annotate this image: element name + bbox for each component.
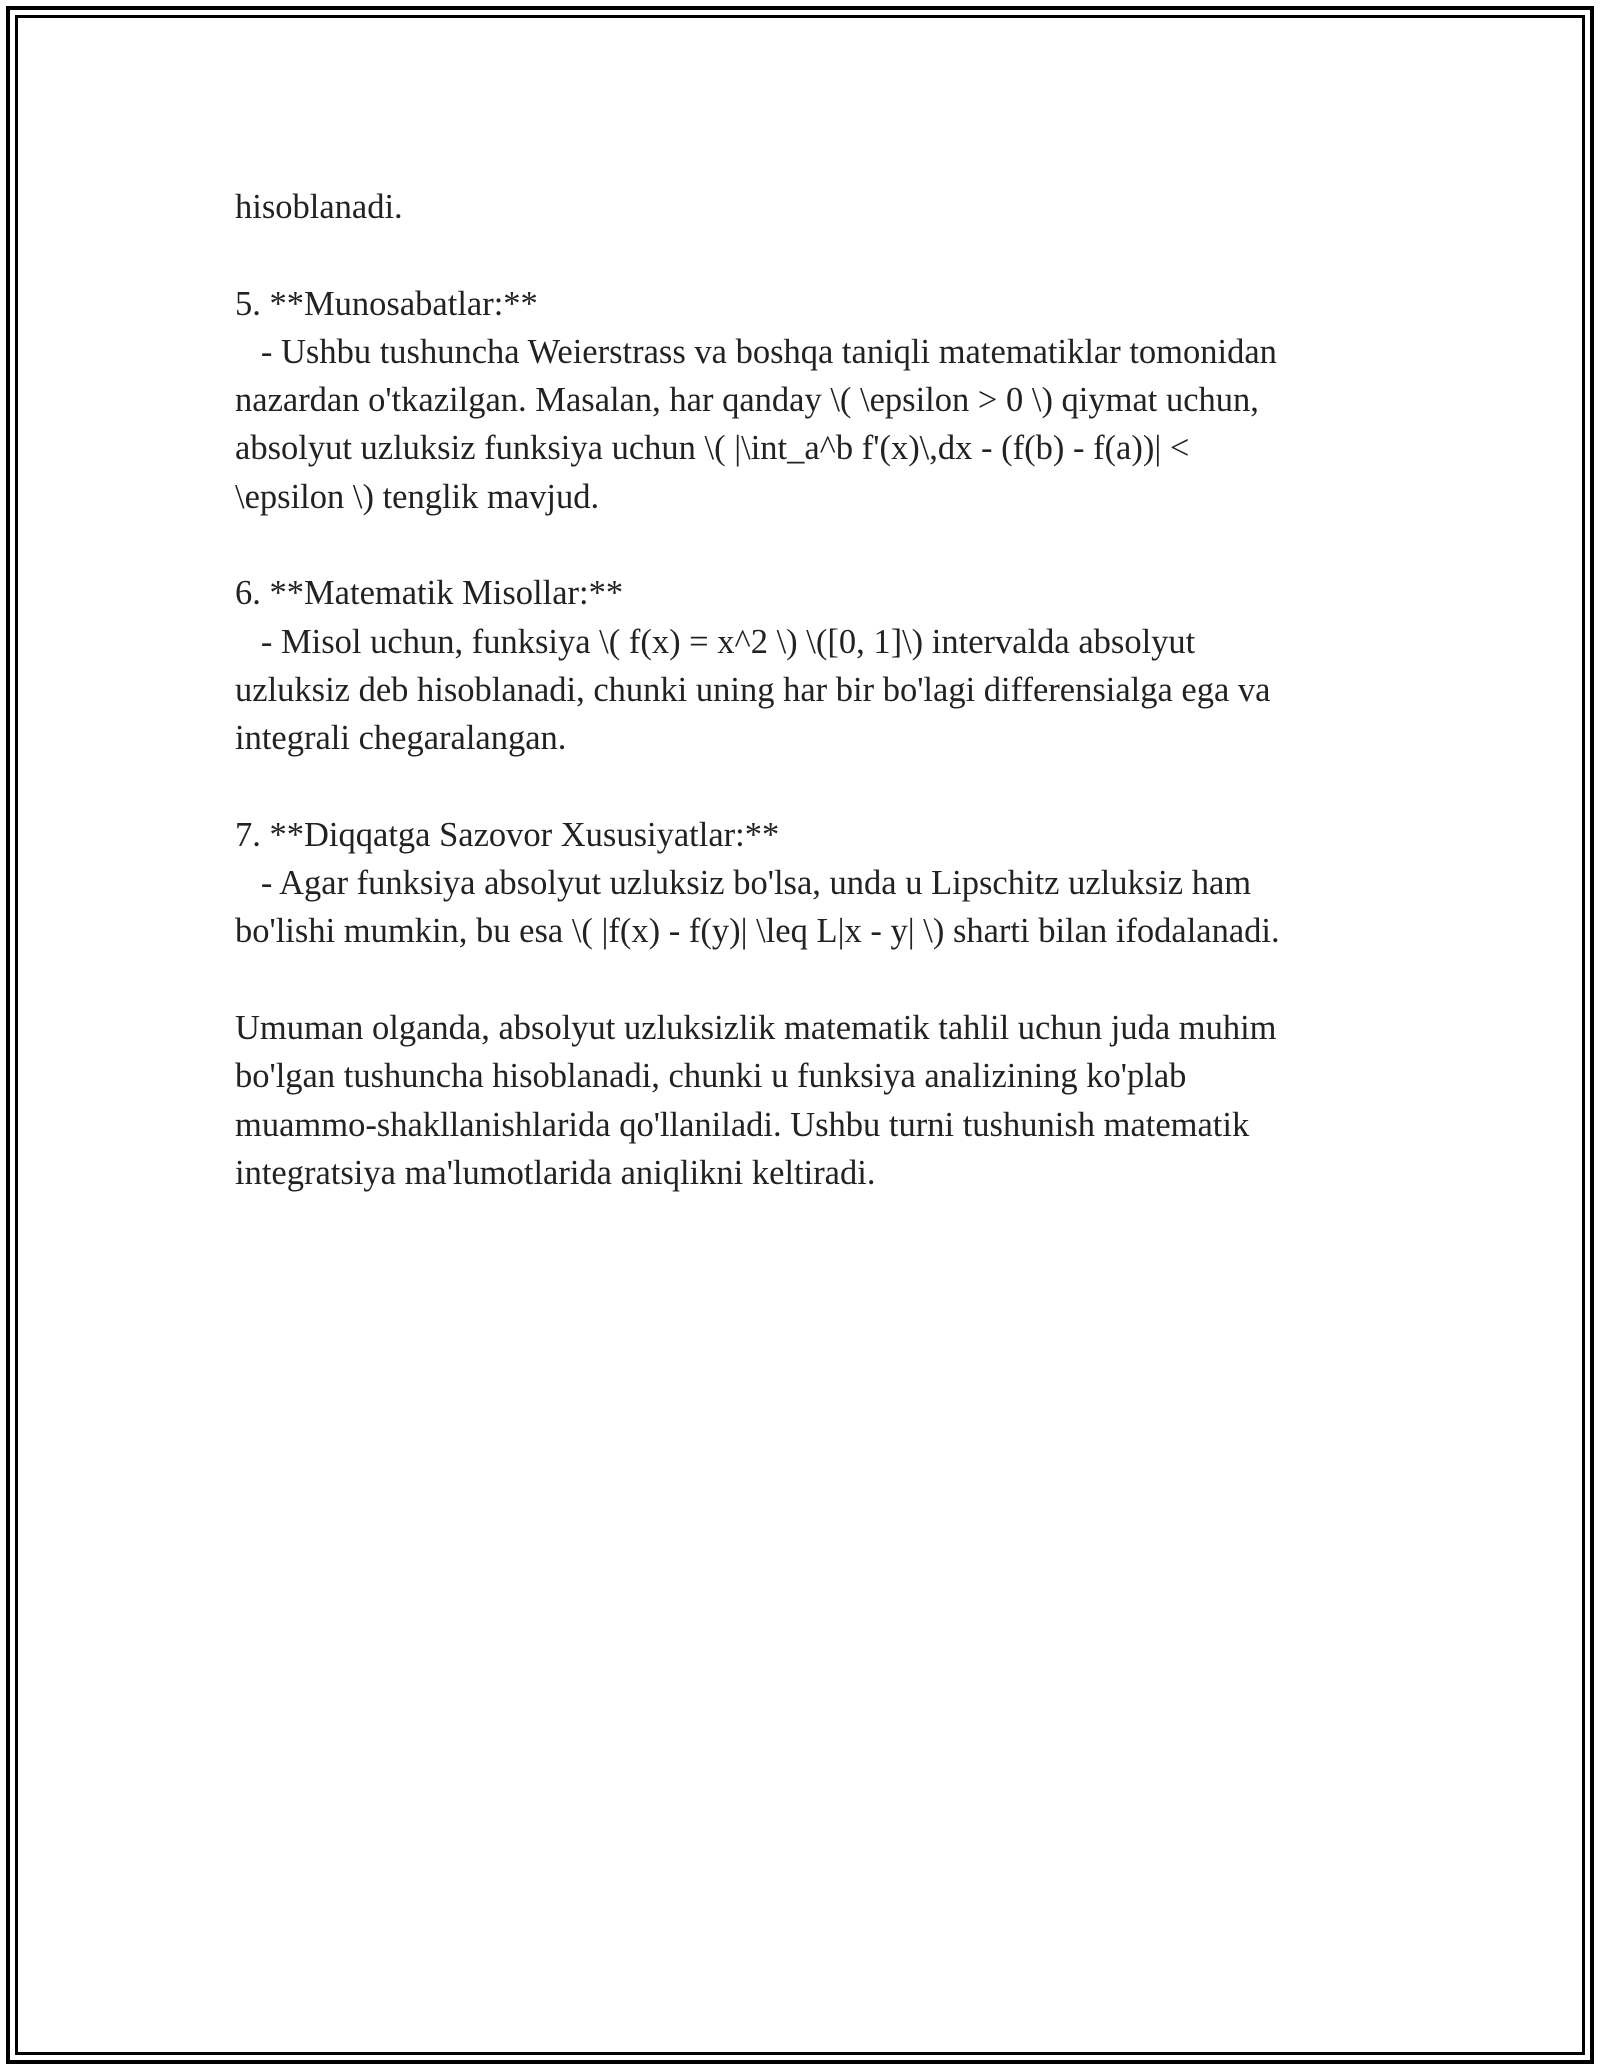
- text-line: integratsiya ma'lumotlarida aniqlikni keltiradi.: [235, 1153, 876, 1192]
- text-line: hisoblanadi.: [235, 188, 403, 226]
- text-line: - Misol uchun, funksiya \( f(x) = x^2 \) \([0, 1]\) intervalda absolyut: [235, 622, 1196, 661]
- text-line: \epsilon \) tenglik mavjud.: [235, 477, 600, 516]
- section-heading: 6. **Matematik Misollar:**: [235, 574, 624, 613]
- blank-line: [235, 521, 1375, 569]
- section-heading: 5. **Munosabatlar:**: [235, 284, 538, 323]
- text-line: nazardan o'tkazilgan. Masalan, har qanday \( \epsilon > 0 \) qiymat uchun,: [235, 381, 1259, 420]
- blank-line: [235, 956, 1375, 1004]
- text-line: muammo-shakllanishlarida qo'llaniladi. Ushbu turni tushunish matematik: [235, 1105, 1250, 1144]
- text-line: uzluksiz deb hisoblanadi, chunki uning har bir bo'lagi differensialga ega va: [235, 670, 1271, 709]
- blank-line: [235, 763, 1375, 811]
- text-line: - Ushbu tushuncha Weierstrass va boshqa taniqli matematiklar tomonidan: [235, 332, 1277, 371]
- text-line: Umuman olganda, absolyut uzluksizlik matematik tahlil uchun juda muhim: [235, 1009, 1277, 1048]
- text-line: absolyut uzluksiz funksiya uchun \( |\int_a^b f'(x)\,dx - (f(b) - f(a))| <: [235, 429, 1190, 468]
- text-line: bo'lgan tushuncha hisoblanadi, chunki u funksiya analizining ko'plab: [235, 1057, 1187, 1096]
- text-line: integrali chegaralangan.: [235, 719, 567, 758]
- blank-line: [235, 231, 1375, 279]
- text-line: - Agar funksiya absolyut uzluksiz bo'lsa, unda u Lipschitz uzluksiz ham: [235, 864, 1252, 903]
- section-heading: 7. **Diqqatga Sazovor Xususiyatlar:**: [235, 815, 780, 854]
- document-body: [235, 183, 1375, 1197]
- text-line: bo'lishi mumkin, bu esa \( |f(x) - f(y)| \leq L|x - y| \) sharti bilan ifodalanadi.: [235, 912, 1280, 951]
